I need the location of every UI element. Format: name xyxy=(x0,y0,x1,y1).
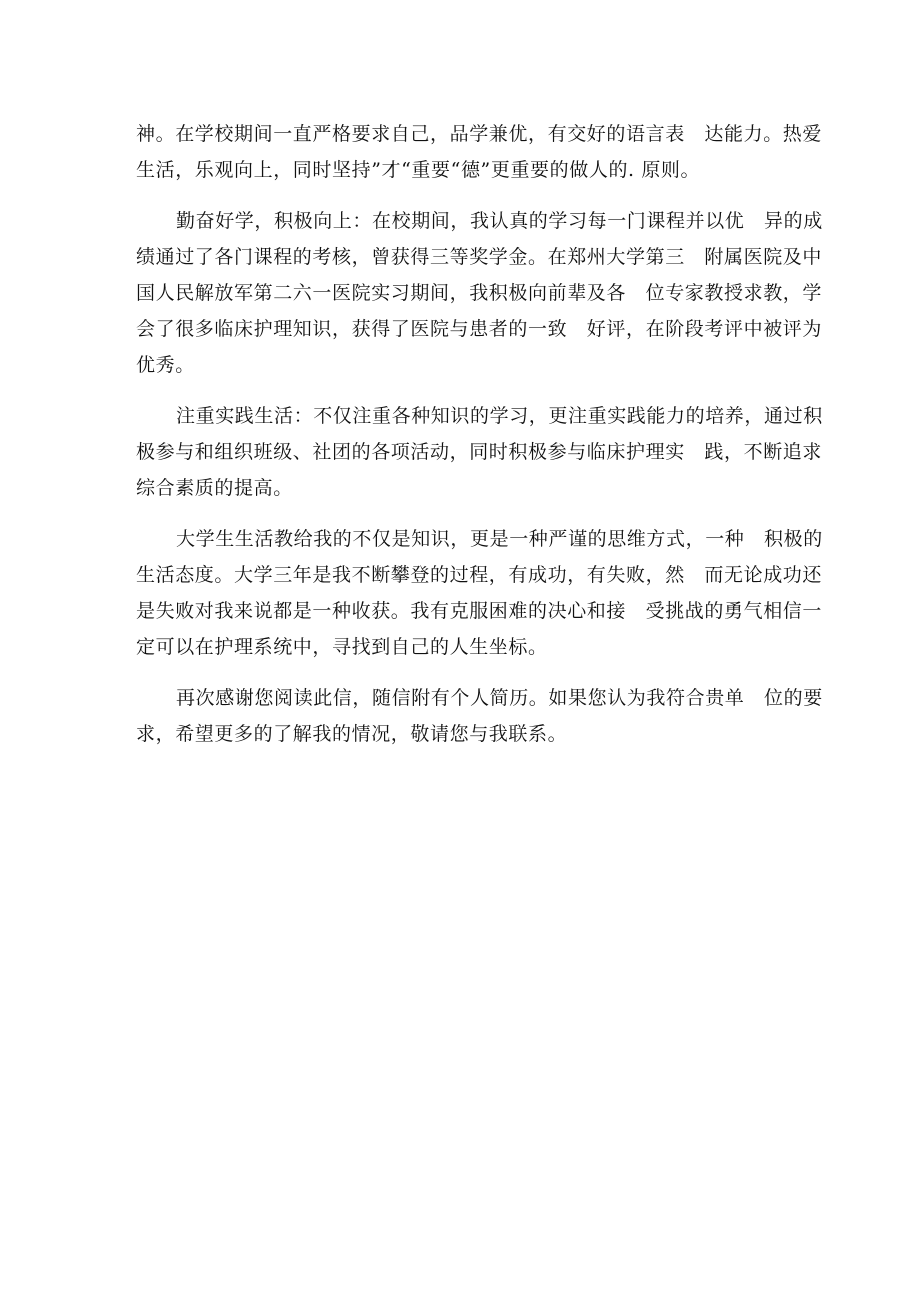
text-line: 定可以在护理系统中，寻找到自己的人生坐标。 xyxy=(136,636,548,658)
text-line: 绩通过了各门课程的考核，曾获得三等奖学金。在郑州大学第三 附属医院及中 xyxy=(136,246,823,268)
paragraph-character xyxy=(136,116,823,188)
paragraph-university-life xyxy=(136,521,823,665)
text-line: 生活，乐观向上，同时坚持”才“重要“德”更重要的做人的. 原则。 xyxy=(136,159,701,181)
text-line: 勤奋好学，积极向上：在校期间，我认真的学习每一门课程并以优 异的成 xyxy=(176,210,823,232)
text-line: 神。在学校期间一直严格要求自己，品学兼优，有交好的语言表 达能力。热爱 xyxy=(136,123,823,145)
text-line: 注重实践生活：不仅注重各种知识的学习，更注重实践能力的培养，通过积 xyxy=(176,405,823,427)
text-line: 生活态度。大学三年是我不断攀登的过程，有成功，有失败，然 而无论成功还 xyxy=(136,564,823,586)
paragraph-practice xyxy=(136,398,823,506)
text-line: 是失败对我来说都是一种收获。我有克服困难的决心和接 受挑战的勇气相信一 xyxy=(136,600,823,622)
text-line: 国人民解放军第二六一医院实习期间，我积极向前辈及各 位专家教授求教，学 xyxy=(136,282,823,304)
text-line: 再次感谢您阅读此信，随信附有个人简历。如果您认为我符合贵单 位的要 xyxy=(176,687,823,709)
text-line: 综合素质的提高。 xyxy=(136,477,293,499)
text-line: 会了很多临床护理知识，获得了医院与患者的一致 好评，在阶段考评中被评为 xyxy=(136,318,823,340)
text-line: 优秀。 xyxy=(136,354,195,376)
text-line: 大学生生活教给我的不仅是知识，更是一种严谨的思维方式，一种 积极的 xyxy=(176,528,823,550)
text-line: 求，希望更多的了解我的情况，敬请您与我联系。 xyxy=(136,723,568,745)
text-line: 极参与和组织班级、社团的各项活动，同时积极参与临床护理实 践，不断追求 xyxy=(136,441,823,463)
document-page xyxy=(136,116,823,767)
paragraph-closing xyxy=(136,680,823,752)
paragraph-study xyxy=(136,203,823,383)
